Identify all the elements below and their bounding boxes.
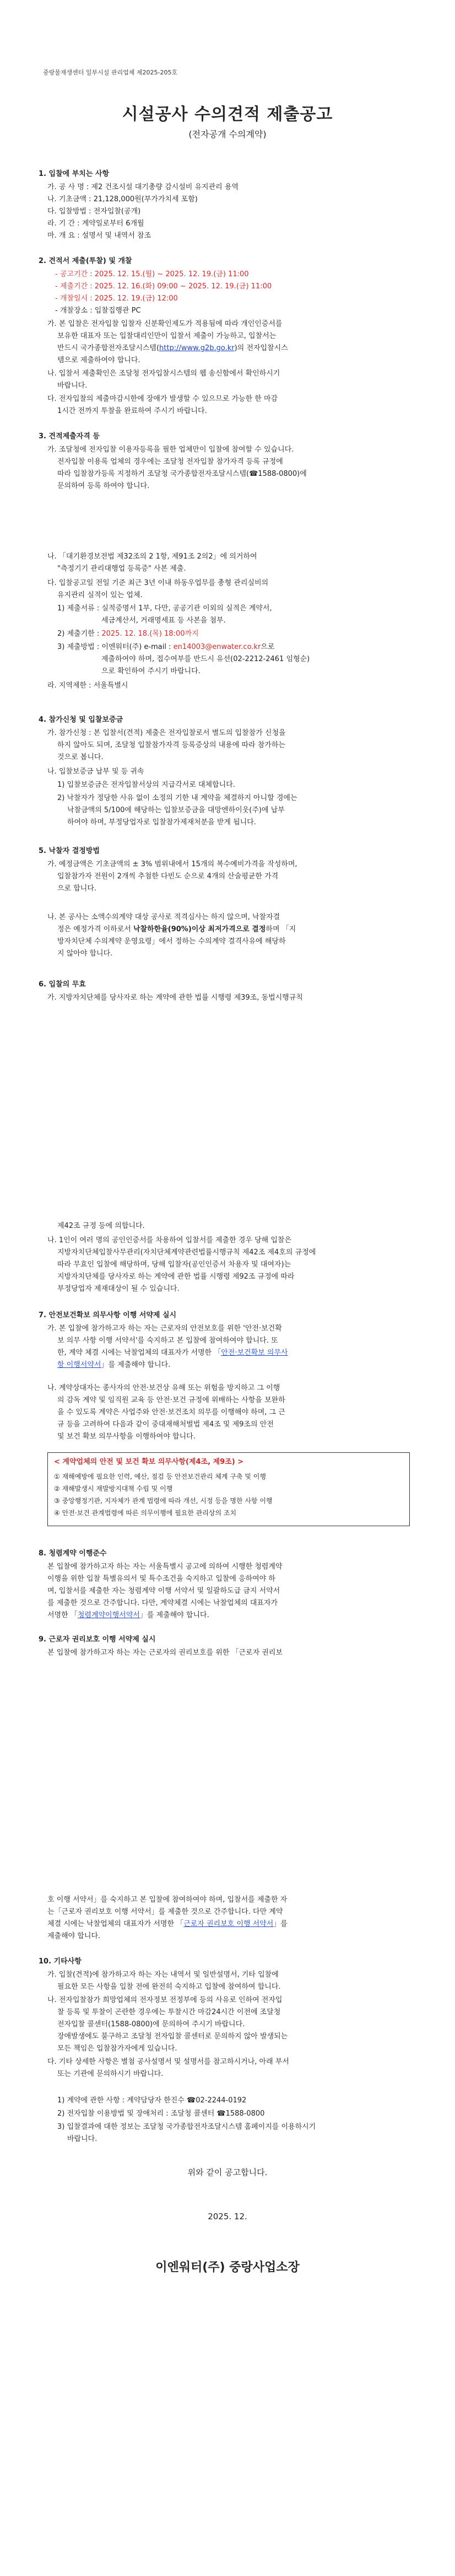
award-rule: 낙찰하한율(90%)이상 최저가격으로 결정 — [133, 925, 266, 933]
s3-text: 제출하여야 하며, 접수여부를 반드시 유선(02-2212-2461 임형순) — [101, 655, 310, 663]
deadline: 2025. 12. 18.(목) 18:00까지 — [101, 630, 199, 638]
s9-text: 는「근로자 권리보호 이행 서약서」를 제출한 것으로 간주합니다. 다만 계약 — [47, 1908, 283, 1916]
contact-item: 1) 계약에 관한 사항 : 계약담당자 한진수 ☎02-2244-0192 — [57, 2096, 247, 2105]
s3-text: 가. 조달청에 전자입찰 이용자등록을 필한 업체만이 입찰에 참여할 수 있습니다. — [47, 446, 294, 454]
s1-item: 나. 기초금액 : 21,128,000원(부가가치세 포함) — [47, 195, 198, 203]
s4-text: 하지 않아도 되며, 조달청 입찰참가자격 등록증상의 내용에 따라 참가하는 — [57, 741, 285, 749]
s3-text: 유지관리 실적이 있는 업체. — [57, 591, 143, 599]
s8-text: 본 입찰에 참가하고자 하는 자는 서울특별시 공고에 의하여 시행한 청렴계약 — [47, 1563, 283, 1571]
s10-text: 장애발생에도 불구하고 조달청 전자입찰 콜센터로 문의하지 않아 발생되는 — [57, 2032, 288, 2041]
opening-time: - 개찰일시 : 2025. 12. 19.(금) 12:00 — [55, 294, 178, 303]
s6-text: 가. 지방자치단체를 당사자로 하는 계약에 관한 법률 시행령 제39조, 동법시행규칙 — [47, 994, 303, 1002]
s6-text: 지방자치단체입찰사무관리(자치단체계약관련법률시행규칙 제42조 제4호의 규정에 — [57, 1248, 316, 1257]
s9-text: 호 이행 서약서」를 숙지하고 본 입찰에 참여하여야 하며, 입찰서를 제출한 자 — [47, 1896, 288, 1904]
s3-text: 3) 제출방법 : 이엔워터(주) e-mail : en14003@enwater.co.kr으로 — [57, 643, 275, 651]
s7-text: 을 수 있도록 계약은 사업주와 안전·보건조치 의무를 이행해야 하며, 그 근 — [57, 1408, 285, 1416]
s4-text: 나. 입찰보증금 납부 및 등 귀속 — [47, 768, 144, 776]
s7-text: 의 감독 계약 및 임직원 교육 등 안전·보건 규정에 위배하는 사항을 보완하 — [57, 1396, 285, 1404]
s2-text: 1시간 전까지 투찰을 완료하여 주시기 바랍니다. — [57, 407, 207, 415]
section-3-heading: 3. 견적제출자격 등 — [39, 432, 100, 441]
s2-text: 보유한 대표자 또는 입찰대리인만이 입찰서 제출이 가능하고, 입찰서는 — [57, 332, 277, 340]
s10-text: 필요한 모든 사항을 입찰 전에 완전히 숙지하고 입찰에 참여하여 합니다. — [57, 1983, 281, 1991]
s10-text: 전자입찰 콜센터(1588-0800)에 문의하여 주시기 바랍니다. — [57, 2020, 245, 2028]
s3-text: 문의하여 등록 하여야 합니다. — [57, 482, 150, 490]
contact-item: 2) 전자입찰 이용방법 및 장애처리 : 조달청 콜센터 ☎1588-0800 — [57, 2110, 265, 2118]
s7-text: 가. 본 입찰에 참가하고자 하는 자는 근로자의 안전보호를 위한 '안전·보건확 — [47, 1324, 282, 1333]
s5-text: 방자치단체 수의계약 운영요령」에서 정하는 수의계약 결격사유에 해당하 — [57, 937, 286, 946]
s6-text: 부정당업자 제재대상이 될 수 있습니다. — [57, 1285, 180, 1293]
s6-text: 나. 1인이 여러 명의 공인인증서를 차용하여 입찰서를 제출한 경우 당해 입찰은 — [47, 1236, 292, 1244]
issuer-name: 이엔워터(주) 중랑사업소장 — [155, 2261, 300, 2274]
s5-text: 지 않아야 합니다. — [57, 949, 113, 958]
s6-text: 제42조 규정 등에 의합니다. — [57, 1222, 145, 1230]
s10-text: 찰 등록 및 투찰이 곤란한 경우에는 투찰시간 마감24시간 이전에 조달청 — [57, 2008, 281, 2016]
notice-date: 2025. 12. — [208, 2212, 247, 2221]
s1-item: 가. 공 사 명 : 제2 건조시설 대기총량 감시설비 유지관리 용역 — [47, 183, 239, 191]
s5-text: 으로 합니다. — [57, 884, 97, 893]
box-title: < 계약업체의 안전 및 보건 확보 의무사항(제4조, 제9조) > — [54, 1458, 244, 1466]
s8-text: 이행을 위한 입찰 특별유의서 및 특수조건을 숙지하고 입찰에 응하여야 하 — [47, 1575, 275, 1583]
box-item: ④ 안전·보건 관계법령에 따른 의무이행에 필요한 관리상의 조치 — [54, 1509, 237, 1517]
s10-text: 가. 입찰(견적)에 참가하고자 하는 자는 내역서 및 일반설명서, 기타 입찰에 — [47, 1971, 279, 1979]
s4-text: 낙찰금액의 5/100에 해당하는 입찰보증금을 대망엔하이웃(주)에 납부 — [67, 806, 285, 814]
notice-period: - 공고기간 : 2025. 12. 15.(월) ~ 2025. 12. 19.(금) 11:00 — [55, 270, 249, 278]
s7-text: 규 등을 고려하여 다음과 같이 중대재해처벌법 제4조 및 제9조의 안전 — [57, 1420, 274, 1429]
section-4-heading: 4. 참가신청 및 입찰보증금 — [39, 716, 123, 724]
s5-text: 가. 예정금액은 기초금액의 ± 3% 범위내에서 15개의 복수예비가격을 작성하며, — [47, 860, 297, 868]
s3-text: "측정기기 관리대행업 등록증" 사본 제출. — [57, 565, 186, 573]
s5-text: 정은 예정가격 이하로서 낙찰하한율(90%)이상 최저가격으로 결정하며 「지 — [57, 925, 296, 933]
section-7-heading: 7. 안전보건확보 의무사항 이행 서약제 실시 — [39, 1311, 177, 1319]
s10-text: 나. 전자입찰참가 희망업체의 전자정보 전정부에 등의 사유로 인하여 전자입 — [47, 1996, 283, 2004]
safety-pledge-link[interactable]: 안전·보건확보 의무사 — [221, 1349, 288, 1357]
s3-text: 따라 입찰참가등록 지정하거 조달청 국가종합전자조달시스템(☎1588-0800)에 — [57, 470, 307, 478]
section-5-heading: 5. 낙찰자 결정방법 — [39, 847, 100, 855]
s9-text: 체결 시에는 낙찰업체의 대표자가 서명한 「근로자 권리보호 이행 서약서」를 — [47, 1920, 288, 1928]
g2b-link[interactable]: http://www.g2b.go.kr — [159, 344, 235, 352]
s3-text: 세금계산서, 거래명세표 등 사본을 첨부. — [101, 616, 226, 625]
box-item: ① 재해예방에 필요한 인력, 예산, 점검 등 안전보건관리 체계 구축 및 이행 — [54, 1473, 266, 1480]
worker-rights-pledge-link[interactable]: 근로자 권리보호 이행 서약서 — [183, 1920, 274, 1928]
s2-text: 바랍니다. — [57, 382, 88, 390]
s10-text: 또는 기관에 문의하시기 바랍니다. — [57, 2070, 164, 2078]
s7-text: 및 보건 확보 의무사항을 이행하여야 합니다. — [57, 1432, 196, 1441]
contact-item: 바랍니다. — [67, 2135, 98, 2143]
s2-text: 다. 전자입찰의 제출마감시한에 장애가 발생할 수 있으므로 가능한 한 마감 — [47, 395, 278, 403]
s6-text: 따라 무효인 입찰에 해당하며, 당해 입찰자(공인인증서 차용자 및 대여자)는 — [57, 1260, 291, 1269]
page-title: 시설공사 수의견적 제출공고 — [122, 105, 333, 124]
s4-text: 1) 입찰보증금은 전자입찰서상의 지급각서로 대체합니다. — [57, 781, 235, 789]
s7-text: 보 의무 사항 이행 서약서'를 숙지하고 본 입찰에 참여하여야 합니다. 또 — [57, 1337, 278, 1345]
safety-pledge-link[interactable]: 항 이행서약서 — [57, 1361, 101, 1369]
s1-item: 라. 기 간 : 계약일로부터 6개월 — [47, 219, 144, 228]
s10-text: 모든 책임은 입찰참가자에게 있습니다. — [57, 2044, 177, 2053]
s8-text: 며, 입찰서를 제출한 자는 청렴계약 이행 서약서 및 일괄하도급 금지 서약서 — [47, 1587, 280, 1595]
s2-text: 반드시 국가종합전자조달시스템(http://www.g2b.go.kr)의 전자입찰시스 — [57, 344, 288, 352]
s5-text: 나. 본 공사는 소액수의계약 대상 공사로 적격심사는 하지 않으며, 낙찰자결 — [47, 913, 280, 921]
section-10-heading: 10. 기타사항 — [39, 1957, 82, 1966]
s3-text: 2) 제출기한 : 2025. 12. 18.(목) 18:00까지 — [57, 630, 199, 638]
s1-item: 다. 입찰방법 : 전자입찰(공개) — [47, 207, 141, 216]
s2-text: 템으로 제출하여야 합니다. — [57, 356, 140, 364]
box-item: ③ 중앙행정기관, 지자체가 관계 법령에 따라 개선, 시정 등을 명한 사항 이행 — [54, 1497, 273, 1505]
s4-text: 하여야 하며, 부정당업자로 입찰참가제재처분을 받게 됩니다. — [67, 818, 256, 827]
closing-text: 위와 같이 공고합니다. — [187, 2167, 268, 2177]
s3-text: 나. 「대기환경보전법 제32조의 2 1항, 제91조 2의2」에 의거하여 — [47, 552, 257, 561]
s1-item: 마. 개 요 : 설명서 및 내역서 참조 — [47, 232, 151, 240]
section-1-heading: 1. 입찰에 부치는 사항 — [39, 170, 110, 178]
s3-text: 라. 지역제한 : 서울특별시 — [47, 681, 128, 690]
s3-text: 으로 확인하여 주시기 바랍니다. — [101, 667, 201, 675]
s3-text: 1) 제출서류 : 실적증명서 1부, 다만, 공공기관 이외의 실적은 계약서, — [57, 604, 272, 613]
s8-text: 서명한 「청렴계약이행서약서」를 제출해야 합니다. — [47, 1611, 209, 1619]
section-8-heading: 8. 청렴계약 이행준수 — [39, 1549, 107, 1558]
s7-text: 한, 계약 체결 시에는 낙찰업체의 대표자가 서명한 「안전·보건확보 의무사 — [57, 1349, 288, 1357]
box-item: ② 재해발생시 재발방지대책 수립 및 이행 — [54, 1485, 173, 1493]
s6-text: 지방자치단체를 당사자로 하는 계약에 관한 법률 시행령 제92조 규정에 따라 — [57, 1273, 295, 1281]
s8-text: 를 제출한 것으로 간주합니다. 다만, 계약체결 시에는 낙찰업체의 대표자가 — [47, 1599, 278, 1607]
s9-text: 본 입찰에 참가하고자 하는 자는 근로자의 권리보호를 위한 「근로자 권리보 — [47, 1649, 283, 1657]
integrity-pledge-link[interactable]: 청렴계약이행서약서 — [77, 1611, 140, 1619]
s9-text: 제출해야 합니다. — [47, 1932, 101, 1940]
s3-text: 다. 입찰공고일 전일 기준 최근 3년 이내 하동우업무를 총형 관리실비의 — [47, 579, 269, 587]
submit-period: - 제출기간 : 2025. 12. 16.(화) 09:00 ~ 2025. 12. 19.(금) 11:00 — [55, 282, 272, 291]
section-2-heading: 2. 견적서 제출(투찰) 및 개찰 — [39, 257, 132, 265]
s3-text: 전자입찰 이용록 업체의 경우에는 조달청 전자입찰 참가자격 등록 규정에 — [57, 458, 283, 466]
section-9-heading: 9. 근로자 권리보호 이행 서약제 실시 — [39, 1635, 156, 1644]
s2-text: 가. 본 입찰은 전자입찰 입찰자 신분확인제도가 적용됨에 따라 개인인증서를 — [47, 320, 283, 328]
contact-item: 3) 입찰결과에 대한 정보는 조달청 국가종합전자조달시스템 홈페이지를 이용하시기 — [57, 2123, 316, 2131]
section-6-heading: 6. 입찰의 무효 — [39, 980, 86, 989]
s4-text: 2) 낙찰자가 정당한 사유 없이 소정의 기한 내 계약을 체결하지 아니할 경에는 — [57, 794, 297, 802]
s2-text: 나. 입찰서 제출확인은 조달청 전자입찰시스템의 웹 송신함에서 확인하시기 — [47, 369, 280, 378]
s10-text: 다. 기타 상세한 사항은 별첨 공사설명서 및 설명서를 참고하시거나, 아래 부서 — [47, 2058, 289, 2066]
email-address[interactable]: en14003@enwater.co.kr — [173, 643, 261, 651]
s7-text: 항 이행서약서」를 제출해야 합니다. — [57, 1361, 171, 1369]
s5-text: 입찰참가자 전원이 2개씩 추첨한 다빈도 순으로 4개의 산술평균한 가격 — [57, 872, 279, 881]
s4-text: 것으로 봅니다. — [57, 753, 104, 761]
page-subtitle: (전자공개 수의계약) — [188, 129, 267, 139]
s4-text: 가. 참가신청 : 본 입찰서(견적) 제출은 전자입찰로서 별도의 입찰참가 신청을 — [47, 729, 286, 737]
notice-number: 중랑물재생센터 일부시설 관리업체 제2025-205호 — [43, 69, 178, 76]
opening-place: - 개찰장소 : 입찰집행관 PC — [55, 307, 141, 315]
s7-text: 나. 계약상대자는 종사자의 안전·보건상 유해 또는 위험을 방지하고 그 이행 — [47, 1384, 280, 1392]
